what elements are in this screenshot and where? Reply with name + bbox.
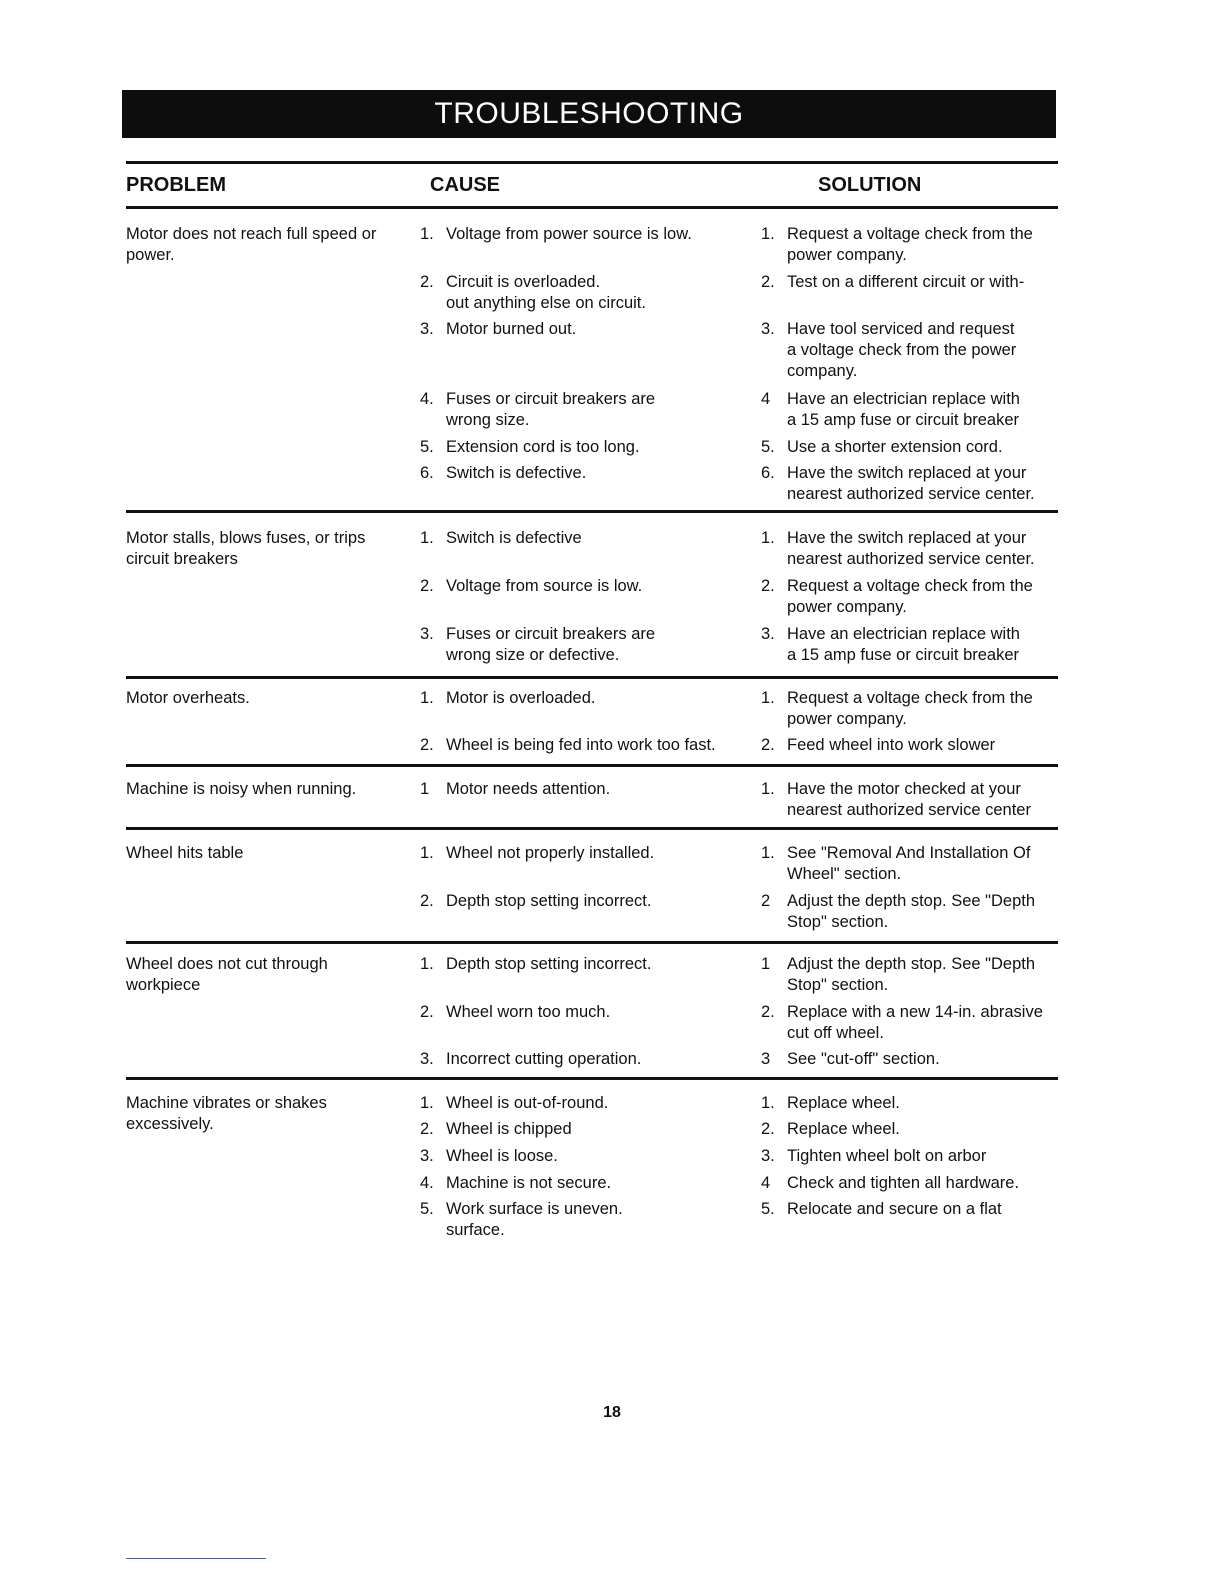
- solution-text: nearest authorized service center.: [787, 550, 1035, 568]
- problem-text: Motor stalls, blows fuses, or trips: [126, 529, 366, 547]
- solution-number: 4: [761, 1174, 771, 1192]
- solution-number: 2.: [761, 273, 775, 291]
- problem-text: excessively.: [126, 1115, 214, 1133]
- cause-number: 2.: [420, 577, 434, 595]
- cause-text: Wheel not properly installed.: [446, 844, 655, 862]
- solution-text: Adjust the depth stop. See "Depth: [787, 955, 1036, 973]
- problem-text: Wheel hits table: [126, 844, 244, 862]
- solution-text: Stop" section.: [787, 976, 889, 994]
- solution-text: Replace wheel.: [787, 1094, 900, 1112]
- solution-text: Have the switch replaced at your: [787, 464, 1027, 482]
- cause-text: Fuses or circuit breakers are: [446, 390, 656, 408]
- cause-number: 1.: [420, 955, 434, 973]
- solution-number: 2.: [761, 577, 775, 595]
- problem-text: power.: [126, 246, 175, 264]
- problem-text: Wheel does not cut through: [126, 955, 328, 973]
- solution-text: Have the switch replaced at your: [787, 529, 1027, 547]
- solution-text: See "Removal And Installation Of: [787, 844, 1031, 862]
- cause-number: 4.: [420, 390, 434, 408]
- solution-text: nearest authorized service center: [787, 801, 1031, 819]
- solution-number: 5.: [761, 438, 775, 456]
- solution-text: Relocate and secure on a flat: [787, 1200, 1002, 1218]
- cause-number: 2.: [420, 1003, 434, 1021]
- solution-text: a 15 amp fuse or circuit breaker: [787, 411, 1020, 429]
- cause-number: 1.: [420, 844, 434, 862]
- solution-text: cut off wheel.: [787, 1024, 884, 1042]
- cause-text: out anything else on circuit.: [446, 294, 646, 312]
- cause-number: 1.: [420, 689, 434, 707]
- solution-text: Replace wheel.: [787, 1120, 900, 1138]
- cause-text: Switch is defective.: [446, 464, 587, 482]
- solution-text: Tighten wheel bolt on arbor: [787, 1147, 987, 1165]
- cause-text: Wheel is being fed into work too fast.: [446, 736, 716, 754]
- solution-text: power company.: [787, 246, 907, 264]
- solution-text: company.: [787, 362, 858, 380]
- cause-number: 1: [420, 780, 430, 798]
- cause-text: Switch is defective: [446, 529, 582, 547]
- cause-number: 3.: [420, 625, 434, 643]
- solution-number: 6.: [761, 464, 775, 482]
- cause-number: 1.: [420, 1094, 434, 1112]
- cause-number: 6.: [420, 464, 434, 482]
- solution-text: Have an electrician replace with: [787, 625, 1020, 643]
- cause-number: 2.: [420, 892, 434, 910]
- cause-number: 2.: [420, 736, 434, 754]
- solution-number: 2: [761, 892, 771, 910]
- cause-text: Work surface is uneven.: [446, 1200, 623, 1218]
- solution-text: power company.: [787, 710, 907, 728]
- solution-text: Stop" section.: [787, 913, 889, 931]
- problem-text: Motor overheats.: [126, 689, 250, 707]
- solution-number: 1.: [761, 844, 775, 862]
- row-divider: [126, 1077, 1058, 1080]
- row-divider: [126, 827, 1058, 830]
- problem-text: Machine is noisy when running.: [126, 780, 357, 798]
- cause-number: 1.: [420, 529, 434, 547]
- cause-text: wrong size or defective.: [446, 646, 620, 664]
- solution-column-header: SOLUTION: [818, 174, 922, 196]
- cause-text: surface.: [446, 1221, 505, 1239]
- cause-text: wrong size.: [446, 411, 530, 429]
- cause-column-header: CAUSE: [430, 174, 501, 196]
- solution-text: Test on a different circuit or with-: [787, 273, 1025, 291]
- cause-text: Wheel worn too much.: [446, 1003, 611, 1021]
- solution-text: See "cut-off" section.: [787, 1050, 940, 1068]
- solution-text: Have tool serviced and request: [787, 320, 1015, 338]
- header-rule-top: [126, 161, 1058, 164]
- solution-number: 3: [761, 1050, 771, 1068]
- cause-number: 3.: [420, 320, 434, 338]
- cause-number: 5.: [420, 438, 434, 456]
- cause-text: Circuit is overloaded.: [446, 273, 601, 291]
- solution-text: Feed wheel into work slower: [787, 736, 996, 754]
- solution-text: Use a shorter extension cord.: [787, 438, 1003, 456]
- solution-number: 3.: [761, 1147, 775, 1165]
- page-number: 18: [603, 1404, 621, 1421]
- cause-text: Depth stop setting incorrect.: [446, 892, 652, 910]
- cause-number: 4.: [420, 1174, 434, 1192]
- solution-number: 2.: [761, 1003, 775, 1021]
- cause-text: Depth stop setting incorrect.: [446, 955, 652, 973]
- cause-number: 2.: [420, 1120, 434, 1138]
- solution-text: Request a voltage check from the: [787, 225, 1033, 243]
- solution-number: 2.: [761, 1120, 775, 1138]
- solution-text: Request a voltage check from the: [787, 577, 1033, 595]
- solution-text: nearest authorized service center.: [787, 485, 1035, 503]
- footer-link-line: [126, 1558, 266, 1559]
- solution-number: 1.: [761, 225, 775, 243]
- solution-text: a voltage check from the power: [787, 341, 1017, 359]
- solution-number: 3.: [761, 625, 775, 643]
- cause-text: Wheel is out-of-round.: [446, 1094, 609, 1112]
- solution-number: 4: [761, 390, 771, 408]
- solution-text: Request a voltage check from the: [787, 689, 1033, 707]
- cause-number: 3.: [420, 1147, 434, 1165]
- cause-text: Extension cord is too long.: [446, 438, 640, 456]
- cause-text: Wheel is loose.: [446, 1147, 558, 1165]
- solution-text: Adjust the depth stop. See "Depth: [787, 892, 1036, 910]
- row-divider: [126, 676, 1058, 679]
- solution-text: Wheel" section.: [787, 865, 902, 883]
- solution-number: 1.: [761, 529, 775, 547]
- cause-text: Voltage from source is low.: [446, 577, 643, 595]
- cause-text: Motor needs attention.: [446, 780, 611, 798]
- solution-number: 1.: [761, 689, 775, 707]
- row-divider: [126, 764, 1058, 767]
- cause-number: 1.: [420, 225, 434, 243]
- problem-text: workpiece: [126, 976, 201, 994]
- cause-text: Motor burned out.: [446, 320, 577, 338]
- solution-text: power company.: [787, 598, 907, 616]
- cause-number: 5.: [420, 1200, 434, 1218]
- solution-text: Check and tighten all hardware.: [787, 1174, 1020, 1192]
- solution-text: Replace with a new 14-in. abrasive: [787, 1003, 1043, 1021]
- problem-text: circuit breakers: [126, 550, 238, 568]
- row-divider: [126, 941, 1058, 944]
- row-divider: [126, 510, 1058, 513]
- page-title: TROUBLESHOOTING: [122, 90, 1056, 138]
- cause-number: 2.: [420, 273, 434, 291]
- problem-text: Machine vibrates or shakes: [126, 1094, 327, 1112]
- solution-number: 1.: [761, 780, 775, 798]
- cause-text: Motor is overloaded.: [446, 689, 596, 707]
- solution-text: Have an electrician replace with: [787, 390, 1020, 408]
- cause-text: Incorrect cutting operation.: [446, 1050, 642, 1068]
- cause-text: Wheel is chipped: [446, 1120, 572, 1138]
- solution-number: 3.: [761, 320, 775, 338]
- cause-number: 3.: [420, 1050, 434, 1068]
- solution-text: Have the motor checked at your: [787, 780, 1021, 798]
- problem-column-header: PROBLEM: [126, 174, 226, 196]
- solution-number: 1: [761, 955, 771, 973]
- cause-text: Voltage from power source is low.: [446, 225, 692, 243]
- cause-text: Machine is not secure.: [446, 1174, 612, 1192]
- problem-text: Motor does not reach full speed or: [126, 225, 377, 243]
- header-rule-bottom: [126, 206, 1058, 209]
- solution-text: a 15 amp fuse or circuit breaker: [787, 646, 1020, 664]
- solution-number: 2.: [761, 736, 775, 754]
- cause-text: Fuses or circuit breakers are: [446, 625, 656, 643]
- solution-number: 1.: [761, 1094, 775, 1112]
- solution-number: 5.: [761, 1200, 775, 1218]
